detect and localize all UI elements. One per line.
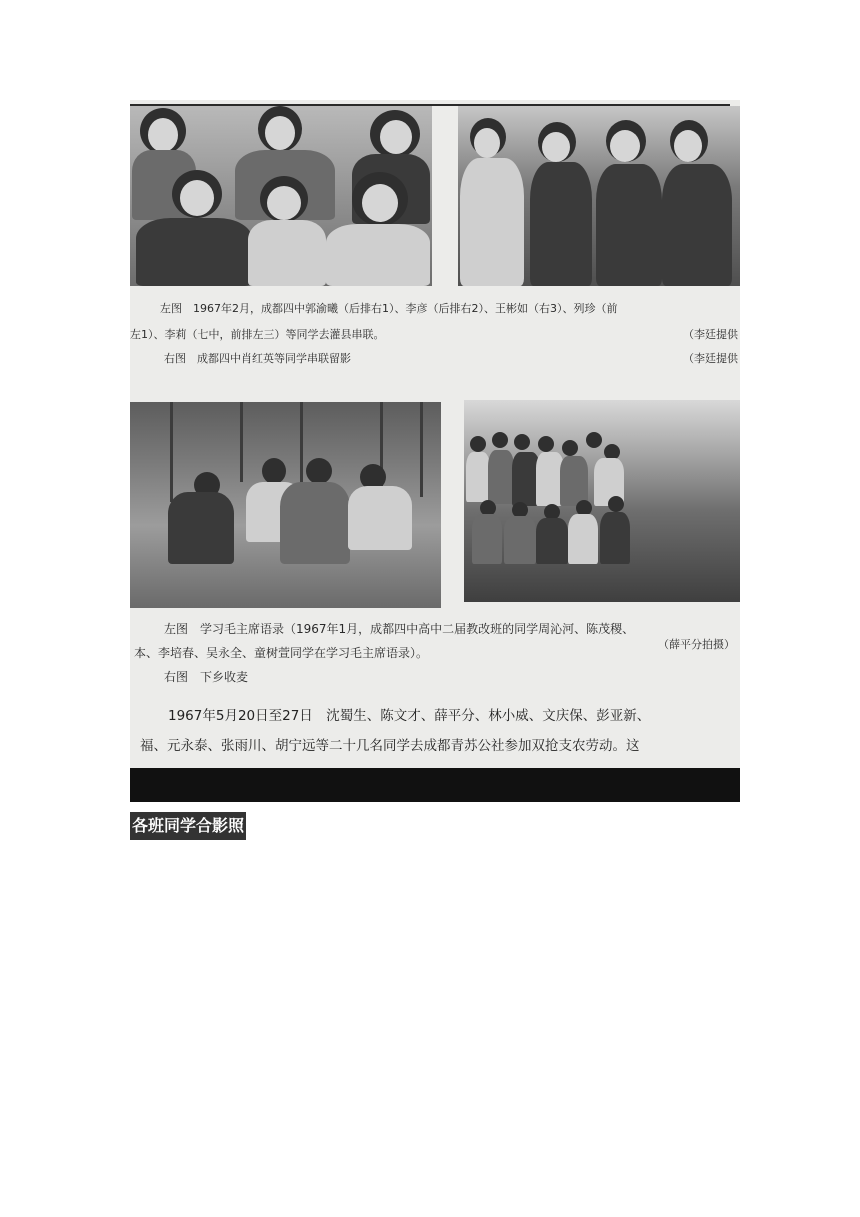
body-text-line2: 福、元永泰、张雨川、胡宁远等二十几名同学去成都青苏公社参加双抢支农劳动。这: [140, 738, 640, 754]
caption-mid-credit: （薛平分拍摄）: [658, 638, 735, 651]
section-label: 各班同学合影照: [130, 812, 246, 840]
caption-top-line2: 左1）、李莉（七中，前排左三）等同学去灌县串联。: [130, 328, 385, 341]
photo-studying-quotations: [130, 402, 441, 608]
caption-top-credit2: （李廷提供: [683, 352, 738, 365]
caption-top-line1: 左图 1967年2月，成都四中郭渝曦（后排右1）、李彦（后排右2）、王彬如（右3）、列珍（前: [160, 302, 618, 315]
caption-mid-line3: 右图 下乡收麦: [164, 670, 249, 684]
caption-mid-line2: 本、李培春、吴永全、童树萱同学在学习毛主席语录）。: [134, 646, 429, 660]
caption-top-line3: 右图 成都四中肖红英等同学串联留影: [164, 352, 351, 365]
scanned-book-page: [130, 100, 740, 802]
caption-mid-line1: 左图 学习毛主席语录（1967年1月，成都四中高中二届教改班的同学周沁河、陈茂稷、: [164, 622, 635, 636]
caption-top-credit1: （李廷提供: [683, 328, 738, 341]
photo-girls-standing: [458, 106, 740, 286]
photo-girls-group: [130, 106, 432, 286]
body-text-line1: 1967年5月20日至27日 沈蜀生、陈文才、薛平分、林小威、文庆保、彭亚新、: [168, 708, 651, 724]
photo-wheat-field-group: [464, 400, 740, 602]
scan-shadow-edge: [130, 768, 740, 802]
